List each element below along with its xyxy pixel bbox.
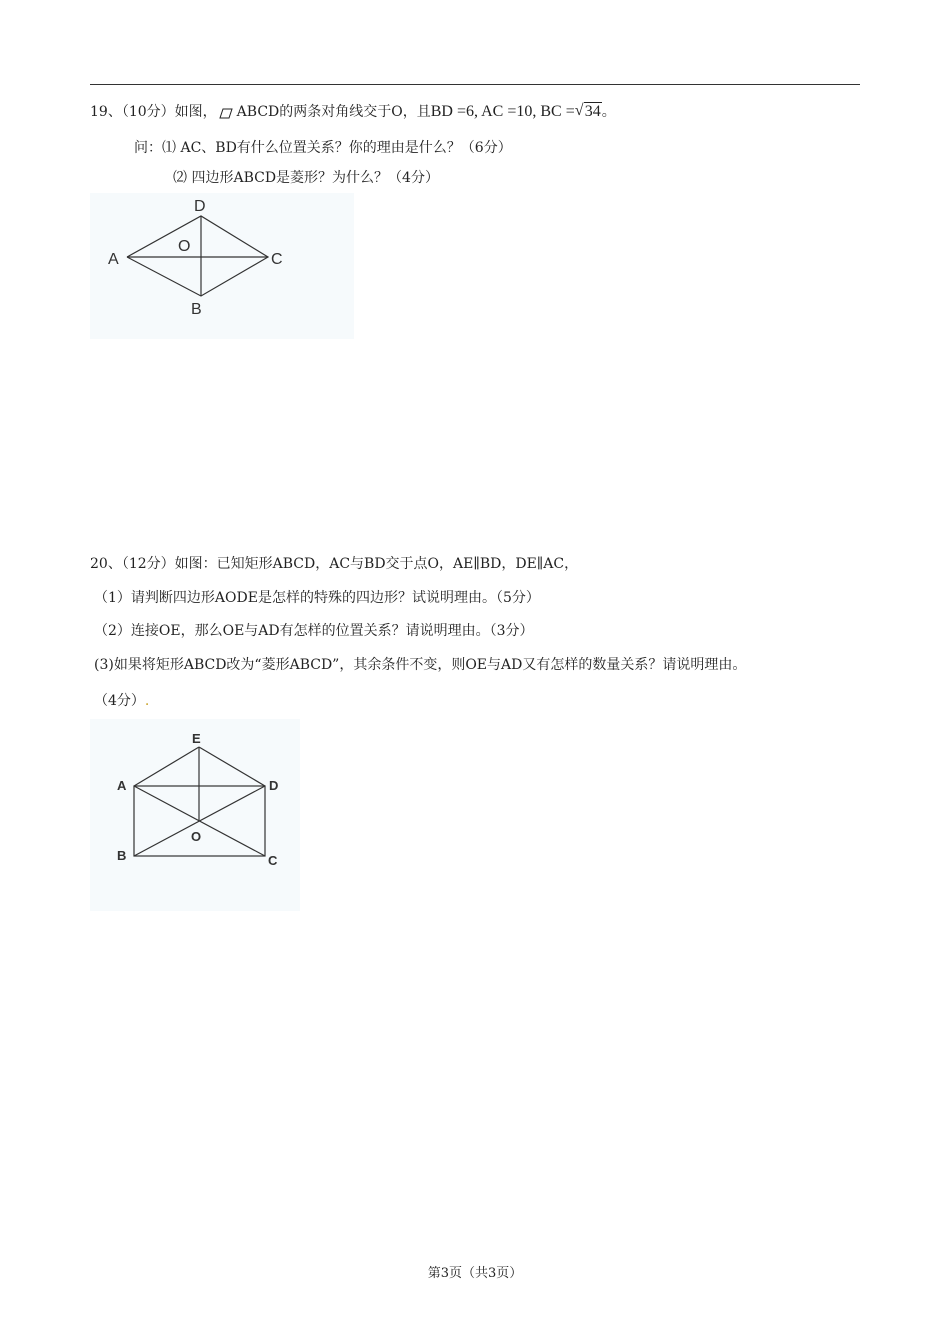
q19-intro: 如图， [174,104,217,120]
page-footer: 第3页（共3页） [427,1266,523,1281]
q19-rhombus-figure [90,193,354,339]
label-e: E [192,731,201,746]
q19-figure-desc: ABCD的两条对角线交于O，且 [236,104,431,120]
radical-sign-icon: √ [574,102,584,119]
q19-number: 19、 [90,104,122,120]
q19-part2-text: 四边形ABCD是菱形？为什么？（4分） [191,170,439,186]
label-o: O [178,238,191,255]
label-d: D [269,778,279,793]
q20-part2: （2）连接OE，那么OE与AD有怎样的位置关系？请说明理由。（3分） [94,623,534,639]
label-o: O [191,829,202,844]
q19-bc: BC = [540,103,575,120]
label-c: C [268,853,278,868]
q20-part3-dot: . [144,693,150,709]
q20-part3: (3)如果将矩形ABCD改为“菱形ABCD”，其余条件不变，则OE与AD又有怎样的数量关系？请说明理由。 [94,657,747,673]
label-b: B [191,301,202,318]
q20-part1: （1）请判断四边形AODE是怎样的特殊的四边形？试说明理由。（5分） [94,590,540,606]
label-a: A [108,251,119,268]
q19-ac: AC =10 [481,103,533,120]
sqrt-expression [575,102,602,122]
q19-part1 [134,138,512,158]
q20-header: 20、（12分）如图：已知矩形ABCD，AC与BD交于点O，AE∥BD，DE∥AC， [90,556,579,572]
q20-part3-points: （4分） [94,693,145,709]
q19-points: （10分） [121,104,175,120]
q19-stem: 19、（10分）如图， ABCD的两条对角线交于O，且BD =6, AC =10, BC = √ 34。 [90,102,616,120]
q19-part2-num: ⑵ [173,170,187,186]
q19-ask-prefix: 问：⑴ [134,140,176,156]
label-d: D [194,198,206,215]
q20-rectangle-figure [90,719,300,911]
q19-part1-text: AC、BD有什么位置关系？你的理由是什么？（6分） [180,140,512,156]
q19-part2 [173,168,439,188]
header-rule [90,84,860,85]
parallelogram-symbol-icon [219,106,233,116]
label-a: A [117,778,127,793]
label-c: C [271,251,283,268]
sqrt-value: 34 [584,103,601,120]
q20-part3-points-line [94,691,149,711]
q19-end: 。 [601,104,616,120]
q19-bd: BD =6 [430,103,474,120]
label-b: B [117,848,127,863]
